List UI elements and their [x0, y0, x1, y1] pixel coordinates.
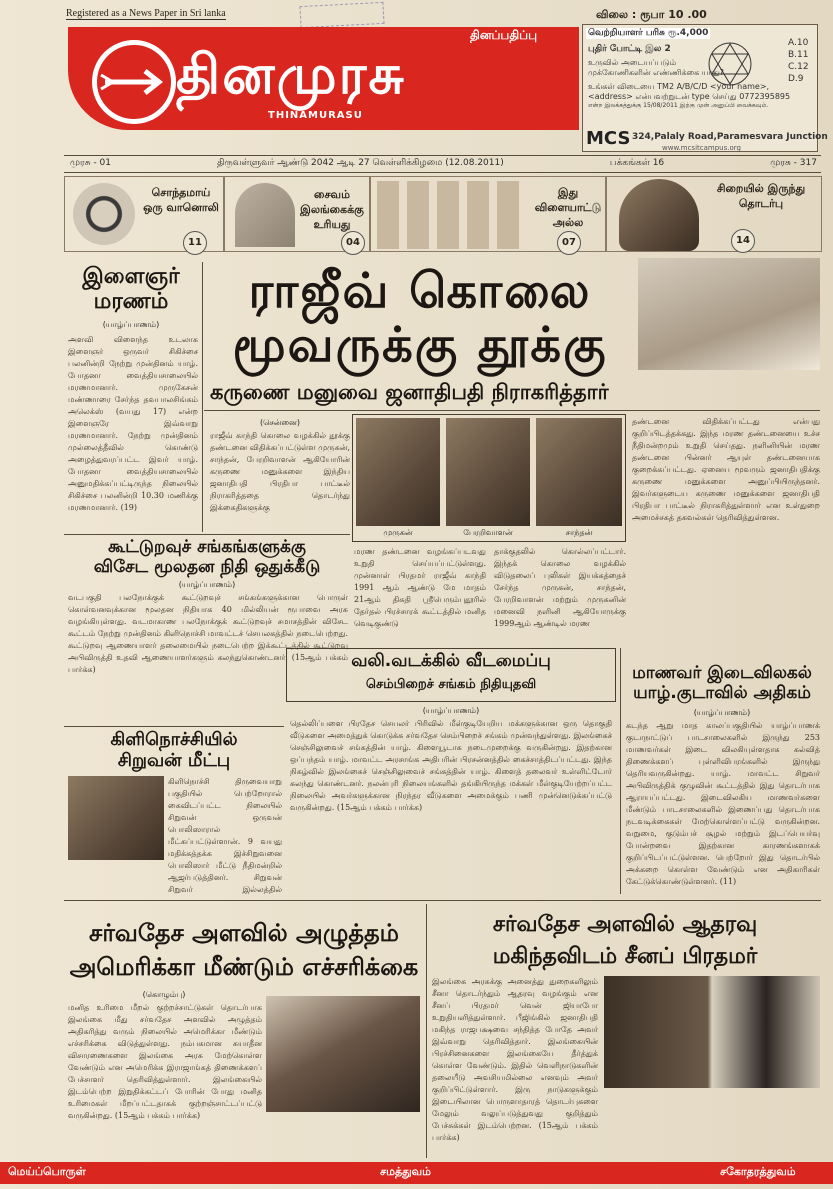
teaser-title: இது விளையாட்டு அல்ல — [534, 186, 602, 229]
photo-us-spokesperson — [266, 996, 420, 1112]
mcs-address: 324,Palaly Road,Paramesvara Junction — [632, 132, 828, 142]
teaser-radio[interactable] — [64, 176, 224, 252]
death-source: (யாழ்ப்பாணம்) — [102, 320, 160, 329]
us-headline-1: சர்வதேச அளவில் அழுத்தம் — [89, 919, 399, 947]
ad-line: உங்கள் விடையை TM2 A/B/C/D <your name>, — [588, 82, 770, 91]
option-c: C.12 — [788, 62, 809, 72]
ad-line: <address> என்பவற்றுடன் type செய்து 0772395895 — [588, 92, 791, 101]
death-headline-line1: இளைஞர் — [82, 264, 180, 289]
us-headline-2: அமெரிக்கா மீண்டும் எச்சரிக்கை — [69, 953, 419, 981]
ad-line: உருவில் அடையப்படும் — [588, 58, 677, 67]
teaser-photo — [619, 179, 699, 251]
ad-line: முக்கோணிகளின் எண்ணிக்கை யாது? — [588, 68, 725, 77]
death-headline-line2: மரணம் — [93, 289, 169, 315]
mcs-website: www.mcsitcampus.org — [662, 144, 741, 152]
photo-child — [68, 776, 164, 860]
lead-col3: தாக்குதலில் கொல்லப்பட்டார். இந்தக் கொலை வழக்கில் விடுதலைப் புலிகள் இயக்கத்தைச் சேர்ந்த முருகன், சாந்தன், பேரறிவாளன் மற்றும் முருகனின் மனைவி நளினி ஆகியோருக்கு 1999ஆம் ஆண்டில் மரண — [494, 547, 626, 628]
ad-line: என்ற இலக்கத்துக்கு 15/08/2011 இற்கு முன் அனுப்பி வைக்கவும். — [588, 102, 769, 109]
footer-motto-1: மெய்ப்பொருள் — [8, 1165, 86, 1178]
option-a: A.10 — [788, 38, 809, 48]
housing-headline-1: வலி.வடக்கில் வீடமைப்பு — [351, 651, 551, 671]
fund-source: (யாழ்ப்பாணம்) — [178, 580, 236, 589]
option-b: B.11 — [788, 50, 809, 60]
caption-perarivalan: பேரறிவாளன் — [463, 528, 513, 537]
issue-number: முரசு - 317 — [770, 158, 817, 168]
teaser-page: 04 — [341, 231, 365, 255]
students-headline-line1: மாணவர் இடைவிலகல் — [632, 663, 812, 683]
us-story: மனித உரிமை மீறல் குற்றச்சாட்டுகள் தொடர்பாக இலங்கை மீது சர்வதேச அளவில் அழுத்தம் அதிகரித்து வரும் நிலையில் அமெரிக்கா மீண்டும் எச்சரிக்கை விடுத்துள்ளது. நம்பகமான சுயாதீன விசாரணைகளை இலங்கை அரசு மேற்கொள்ள வேண்டும் என அமெரிக்க இராஜாங்கத் திணைக்களப் பேச்சாளர் தெரிவித்துள்ளார். இலங்கையில் இடம்பெற்ற இறுதிக்கட்டப் போரின் போது மனித உரிமைகள் மீறப்பட்டதாகக் குற்றஞ்சாட்டப்பட்டு வருகின்றது. (15ஆம் பக்கம் பார்க்க) — [68, 1003, 262, 1120]
masthead-english: THINAMURASU — [268, 110, 363, 121]
puzzle-figure-icon — [704, 40, 756, 92]
fund-headline-line2: விசேட மூலதன நிதி ஒதுக்கீடு — [93, 556, 321, 577]
issue-volume: முரசு - 01 — [70, 158, 111, 168]
page-count: பக்கங்கள் 16 — [609, 158, 665, 168]
kilinochchi-headline-line2: சிறுவன் மீட்பு — [117, 749, 231, 771]
caption-murugan: முருகன் — [383, 528, 413, 537]
masthead-tagline: தினப்பதிப்பு — [470, 28, 538, 42]
footer-motto-3: சகோதரத்துவம் — [720, 1165, 796, 1178]
kilinochchi-story: கிளிநொச்சி திருவையாறு பகுதியில் பெற்றோரால் கைவிடப்பட்ட நிலையில் சிறுவன் ஒருவன் பொலிஸாரால் மீட்கப்பட்டுள்ளான். 9 வயது மதிக்கத்தக்க இச்சிறுவனை பொலிஸார் மீட்டு நீதிமன்றில் ஆஜர்படுத்தினர். சிறுவன் சிறுவர் இல்லத்தில் — [168, 777, 282, 894]
china-headline-2: மகிந்தவிடம் சீனப் பிரதமர் — [492, 944, 758, 969]
kilinochchi-headline — [64, 730, 284, 771]
lead-photo-top — [638, 258, 820, 370]
teaser-title: சிறையில் இருந்து தொடர்பு — [716, 182, 806, 210]
kilinochchi-headline-line1: கிளிநொச்சியில் — [110, 729, 238, 750]
footer-bar — [0, 1162, 833, 1184]
teaser-saivam[interactable] — [224, 176, 370, 252]
students-source: (யாழ்ப்பாணம்) — [693, 708, 751, 717]
photo-perarivalan — [446, 418, 530, 526]
teaser-photo — [235, 183, 295, 247]
lead-source: (சென்னை) — [260, 418, 300, 427]
lead-headline-2: மூவருக்கு தூக்கு — [232, 317, 608, 373]
housing-headline-2: செம்பிறைச் சங்கம் நிதியுதவி — [365, 677, 537, 692]
teaser-title: சைவம் இலங்கைக்கு உரியது — [300, 188, 364, 231]
students-headline-line2: யாழ்.குடாவில் அதிகம் — [633, 682, 811, 703]
ad-line: புதிர் போட்டி இல 2 — [588, 44, 671, 54]
china-headline-1: சர்வதேச அளவில் ஆதரவு — [492, 912, 758, 937]
ad-prize: வெற்றியாளர் பரிசு ரூ.4,000 — [588, 28, 709, 38]
photo-murugan — [356, 418, 440, 526]
issue-date: திருவள்ளுவர் ஆண்டு 2042 ஆடி 27 வெள்ளிக்கிழமை (12.08.2011) — [217, 158, 504, 168]
lead-subhead: கருணை மனுவை ஜனாதிபதி நிராகரித்தார் — [210, 380, 609, 404]
fund-story: வடபகுதி பலநோக்குக் கூட்டுறவுச் சங்கங்களுக்கான பொருள் கொள்வனவுக்கான மூலதன நிதியாக 40 மில்லியன் ரூபாவை அரசு வழங்கியுள்ளது. வடமாகாண பலநோக்குக் கூட்டுறவுச் சமாசத்தின் விசேட கூட்டம் நேற்று முன்தினம் கிளிநொச்சி மாவட்டச் செயலகத்தில் நடைபெற்றது. கூட்டுறவு ஆணையாளர் தலைமையில் நடைபெற்ற இக்கூட்டத்தில் கூட்டுறவு அபிவிருத்தி உதவி ஆணையாளர்களும் கலந்துகொண்டனர். (15ஆம் பக்கம் பார்க்க) — [68, 593, 348, 674]
teaser-game[interactable] — [370, 176, 606, 252]
china-story: இலங்கை அரசுக்கு அனைத்து துறைகளிலும் சீனா தொடர்ந்தும் ஆதரவு வழங்கும் என சீனப் பிரதமர் வென் ஜியாபோ உறுதியளித்துள்ளார். பீஜிங்கில் ஜனாதிபதி மகிந்த ராஜபக்ஷவை சந்தித்த போதே அவர் இவ்வாறு தெரிவித்தார். இலங்கையின் பிரச்சினைகளை இலங்கையே தீர்த்துக் கொள்ள வேண்டும். இதில் வெளிநாடுகளின் தலையீடு அவசியமில்லை எனவும் அவர் குறிப்பிட்டுள்ளார். இரு நாடுகளுக்கும் இடையிலான பொருளாதாரத் தொடர்புகளை மேலும் வலுப்படுத்துவது குறித்தும் பேச்சுக்கள் இடம்பெற்றன. (15ஆம் பக்கம் பார்க்க) — [432, 977, 598, 1142]
teaser-page: 11 — [183, 231, 207, 255]
price: விலை : ரூபா 10 .00 — [596, 8, 707, 21]
fund-headline — [64, 538, 350, 577]
logo-circle — [92, 40, 176, 124]
teaser-page: 14 — [731, 229, 755, 253]
teaser-page: 07 — [557, 231, 581, 255]
lead-col2: மரண தண்டனை வழங்கப்படவது உறுதி செய்யப்பட்டுள்ளது. முன்னாள் பிரதமர் ராஜீவ் காந்தி 1991 ஆம் ஆண்டு மே மாதம் 21ஆம் திகதி ஸ்ரீபெரும்புதூரில் தேர்தல் பிரச்சாரக் கூட்டத்தில் மனித வெடிகுண்டு — [354, 547, 486, 628]
lead-col4: தண்டனை விதிக்கப்பட்டது என்பது குறிப்பிடத்தக்கது. இந்த மரண தண்டனையை உச்ச நீதிமன்றமும் உறுதி செய்தது. நளினியின் மரண தண்டனை பின்னர் ஆயுள் தண்டனையாக குறைக்கப்பட்டது. ஏனைய மூவரும் ஜனாதிபதிக்கு கருணை மனுக்களை அனுப்பியிருந்தனர். இவர்களுடைய கருணை மனுக்களை ஜனாதிபதி பிரதிபா பாட்டீல் நிராகரித்துள்ளார் என உள்துறை அமைச்சகத் தகவல்கள் தெரிவித்துள்ளன. — [632, 417, 820, 522]
mcs-logo: MCS — [586, 128, 631, 149]
students-story: கடந்த ஆறு மாத காலப்பகுதியில் யாழ்ப்பாணக் குடாநாட்டுப் பாடசாலைகளில் இருந்து 253 மாணவர்கள் இடை விலகியுள்ளதாக கல்வித் திணைக்களப் புள்ளிவிபரங்களில் இருந்து தெரியவருகின்றது. யாழ். மாவட்ட சிறுவர் அபிவிருத்திக் குழுவின் கூட்டத்தில் இது தொடர்பாக ஆராயப்பட்டது. இடைவிலகிய மாணவர்களை மீண்டும் பாடசாலைகளில் இணைப்பது தொடர்பாக நடவடிக்கைகள் மேற்கொள்ளப்பட்டு வருகின்றன. வறுமை, குடும்பச் சூழல் மற்றும் இடப்பெயர்வு போன்றவை இதற்கான காரணங்களாகக் குறிப்பிடப்பட்டுள்ளன. பெற்றோர் இது தொடர்பில் அக்கறை கொள்ள வேண்டும் என அதிகாரிகள் கேட்டுக்கொண்டுள்ளனர். (11) — [626, 721, 820, 886]
photo-mahinda-wen — [604, 976, 820, 1088]
death-story: அளவி விளைந்த உடலாக இளைஞர் ஒருவர் சிகிச்சை பலனின்றி நேற்று முன்தினம் யாழ். போதனா வைத்தியசாலையில் மரணமானார். முருகேசன் மண்ணாரை சேர்ந்த தவபாலசிங்கம் அலெக்ஸ் (வயது 17) என்ற இளைஞரே இவ்வாறு மரணமானார். நேற்று முன்தினம் முல்லைத்தீவில் கொண்டு அழைத்துவரப்பட்ட இவர் யாழ். போதனா வைத்தியசாலையில் அனுமதிக்கப்பட்டிருந்த நிலையில் சிகிச்சை பலனின்றி 10.30 மணிக்கு மரணமானார். (19) — [68, 335, 198, 512]
teaser-photo — [377, 181, 527, 249]
option-d: D.9 — [788, 74, 804, 84]
postage-stamp — [299, 2, 384, 28]
dateline — [66, 158, 821, 169]
death-headline — [64, 264, 198, 315]
registration-note: Registered as a News Paper in Sri lanka — [66, 8, 226, 19]
teaser-prison[interactable] — [606, 176, 822, 252]
us-source: (கொழும்பு) — [142, 990, 186, 999]
masthead-title: தினமுரசு — [176, 43, 406, 106]
students-headline — [624, 664, 820, 703]
caption-santhan: சாந்தன் — [565, 528, 593, 537]
teaser-title: சொந்தமாய் ஒரு வானொலி — [143, 186, 219, 214]
footer-motto-2: சமத்துவம் — [380, 1165, 432, 1178]
lead-col1: ராஜீவ் காந்தி கொலை வழக்கில் தூக்கு தண்டனை விதிக்கப்பட்டுள்ள முருகன், சாந்தன், பேரறிவாளன் ஆகியோரின் கருணை மனுக்களை இந்திய ஜனாதிபதி பிரதிபா பாட்டீல் நிராகரித்ததை தொடர்ந்து இக்கைதிகளுக்கு — [210, 431, 350, 512]
fund-headline-line1: கூட்டுறவுச் சங்கங்களுக்கு — [108, 537, 306, 557]
photo-santhan — [536, 418, 622, 526]
lead-headline-1: ராஜீவ் கொலை — [248, 263, 592, 319]
us-story-cont — [266, 1114, 422, 1154]
housing-source: (யாழ்ப்பாணம்) — [422, 706, 480, 715]
housing-story: தெல்லிப்பளை பிரதேச செயலர் பிரிவில் மீள்குடியேறிய மக்களுக்கான ஒரு தொகுதி வீடுகளை அமைத்துக் கொடுக்க சர்வதேச செம்பிறைச் சங்கம் முன்வந்துள்ளது. இலங்கைச் செஞ்சிலுவைச் சங்கத்தின் யாழ். கிளையூடாக நடைமுறைக்கு வருகின்றது. இதற்கான ஒப்பந்தம் யாழ். மாவட்ட அரசாங்க அதிபரின் பிரசன்னத்தில் கைச்சாத்திடப்பட்டது. இந்த நிகழ்வில் இலங்கைச் செஞ்சிலுவைச் சங்கத்தின் யாழ். கிளைத் தலைவர் உள்ளிட்டோர் கலந்து கொண்டனர். நலன்புரி நிலையங்களில் தங்கியிருந்த மக்கள் மீள்குடியேற்றப்பட்ட நிலையில் அவர்களுக்கான நிரந்தர வீடுகளை அமைக்கும் பணி முன்னெடுக்கப்பட்டு வருகின்றது. (15ஆம் பக்கம் பார்க்க) — [290, 719, 612, 812]
headphones-icon — [73, 183, 135, 245]
